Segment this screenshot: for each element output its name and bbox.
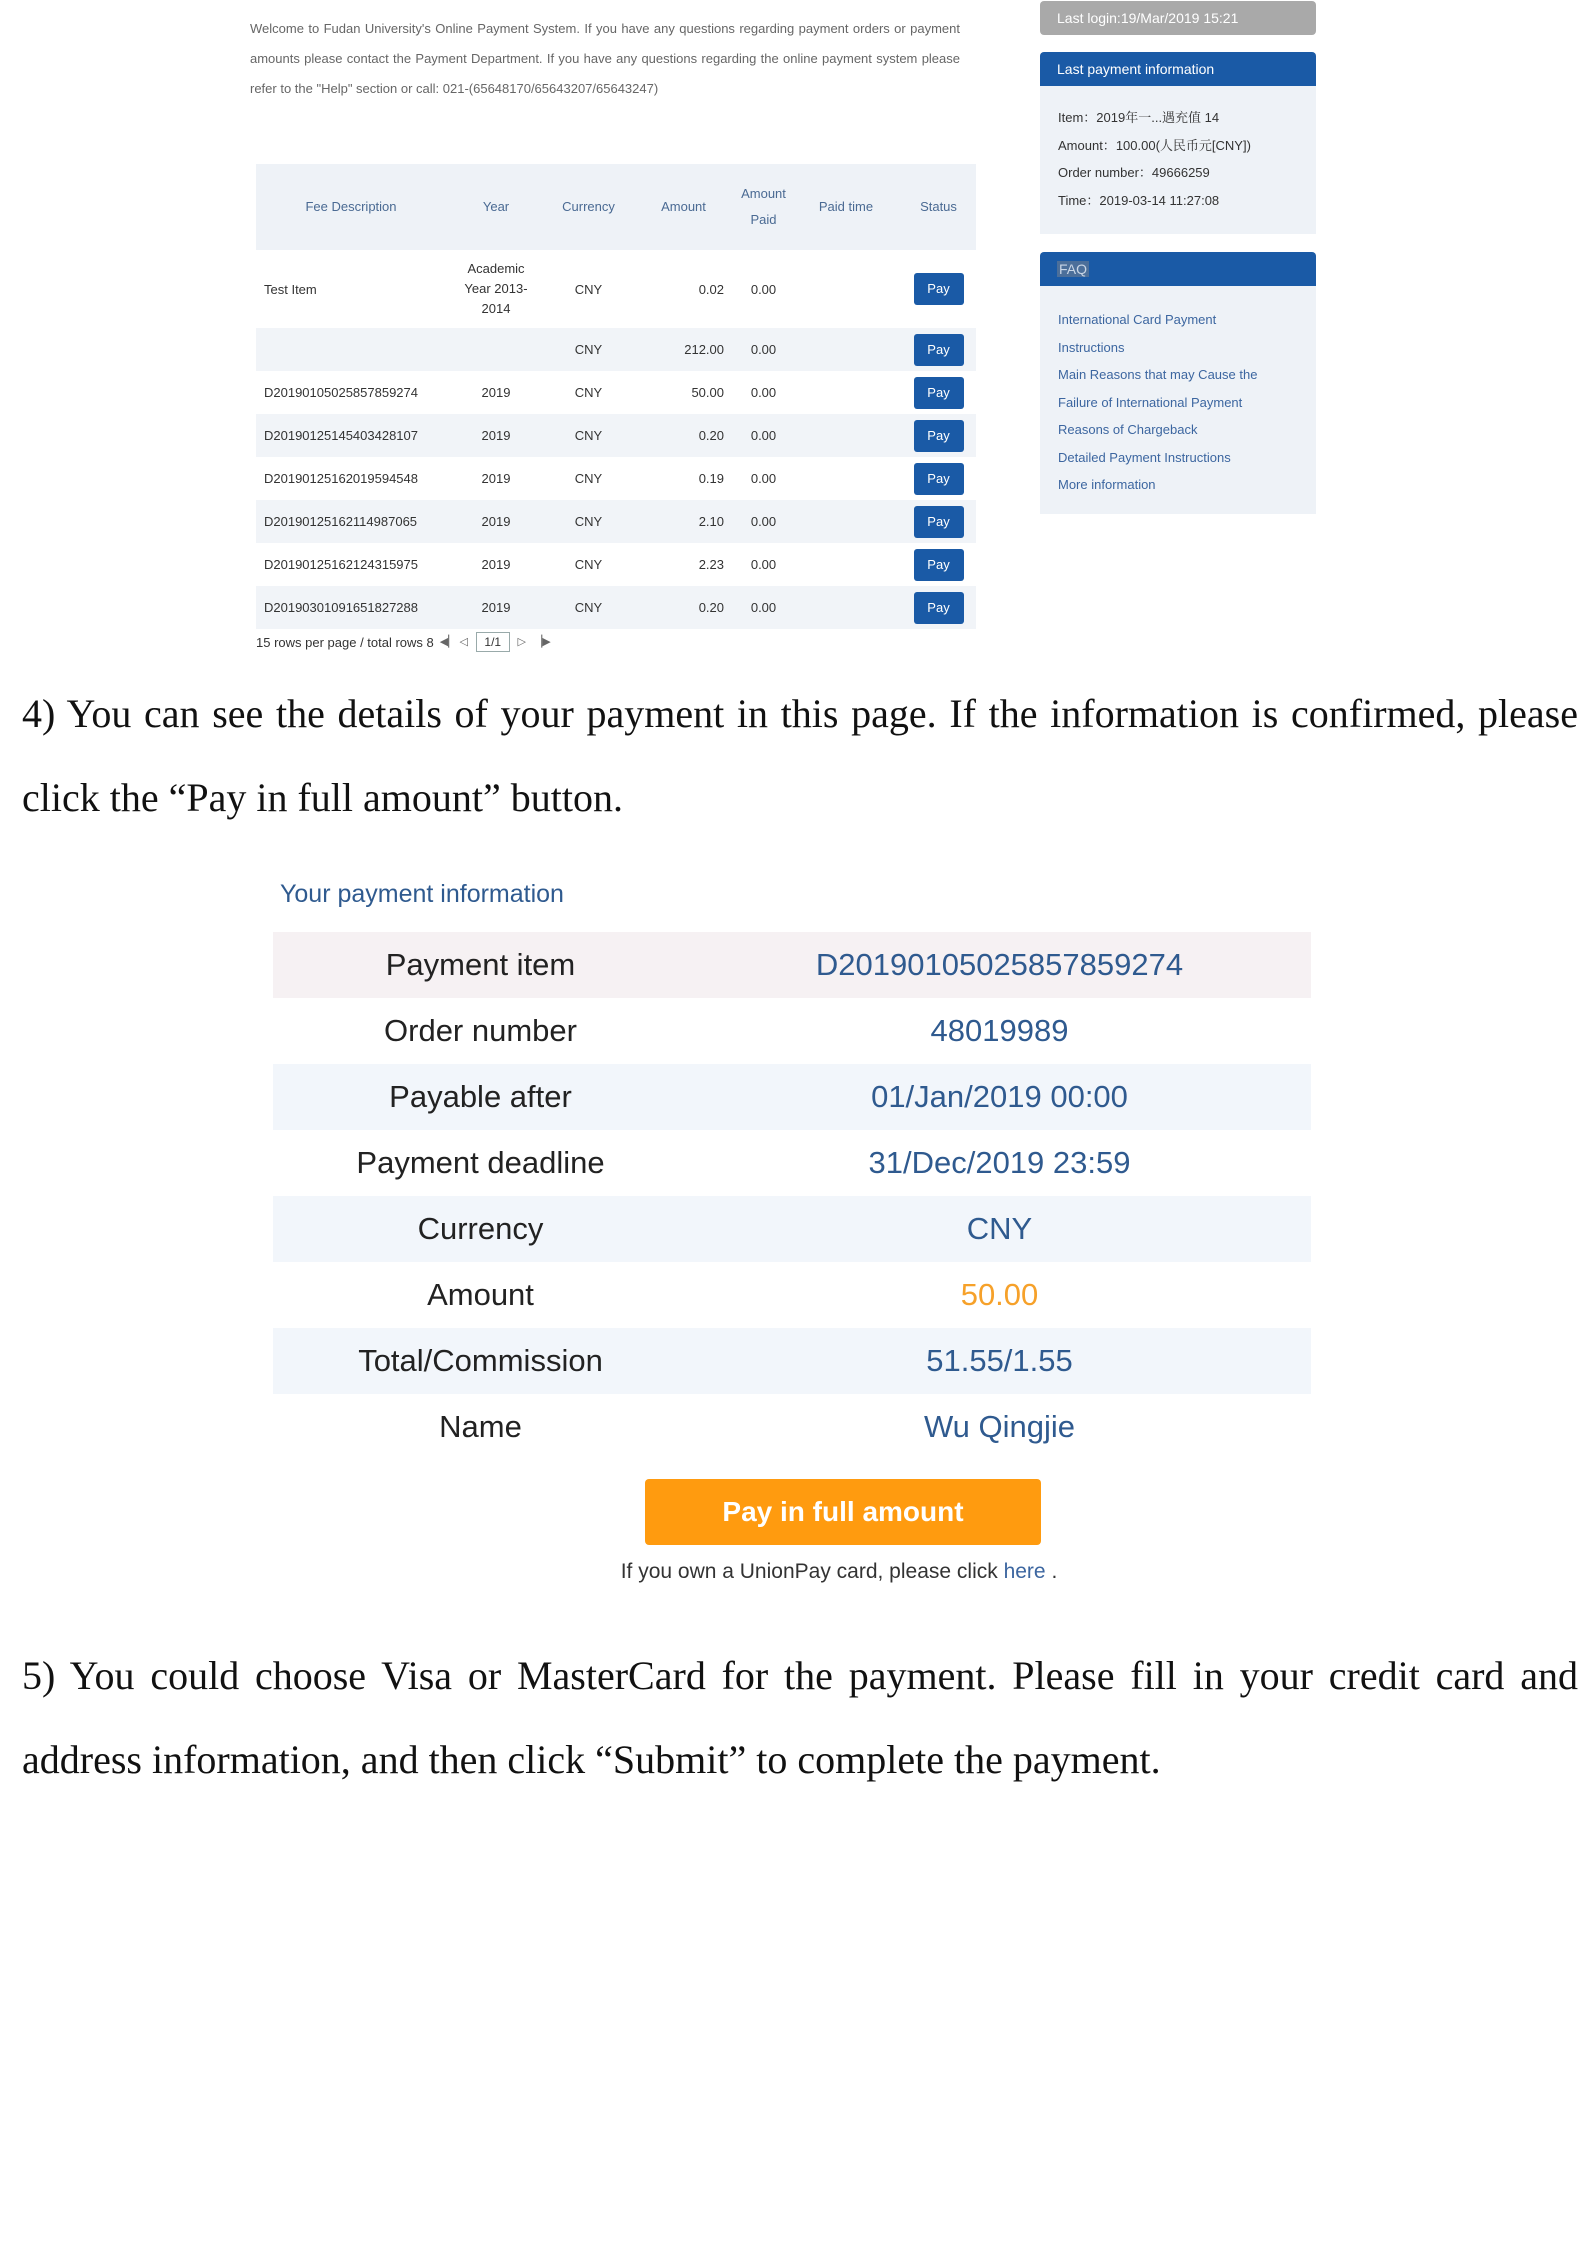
step-4-paragraph: 4) You can see the details of your payment in this page. If the information is confirmed, please click the “Pay in full amount” button. xyxy=(22,691,1578,820)
fee-paid-time xyxy=(791,371,901,414)
faq-link[interactable]: International Card Payment xyxy=(1058,312,1217,327)
pay-button[interactable]: Pay xyxy=(914,334,964,366)
fee-description: D20190105025857859274 xyxy=(264,385,418,400)
pay-in-full-button[interactable]: Pay in full amount xyxy=(645,1479,1041,1545)
fee-amount: 2.10 xyxy=(631,500,736,543)
payment-info-label: Total/Commission xyxy=(273,1328,688,1394)
fee-year-line: Academic xyxy=(467,261,525,276)
fee-currency: CNY xyxy=(574,557,603,572)
col-status: Status xyxy=(901,164,976,250)
faq-header xyxy=(1040,252,1316,286)
fee-amount-paid: 0.00 xyxy=(750,557,777,572)
fee-amount: 0.19 xyxy=(698,471,724,486)
last-page-icon[interactable]: ▕▶ xyxy=(533,636,551,648)
payment-amount-value: 50.00 xyxy=(688,1262,1311,1328)
fee-paid-time xyxy=(791,543,901,586)
pagination xyxy=(256,632,551,652)
payment-info-value: 51.55/1.55 xyxy=(688,1328,1311,1394)
fee-status xyxy=(901,371,976,414)
pay-button[interactable]: Pay xyxy=(914,592,964,624)
fee-description: D20190125145403428107 xyxy=(256,414,446,457)
faq-link[interactable]: Instructions xyxy=(1058,339,1125,355)
last-payment-time: Time：2019-03-14 11:27:08 xyxy=(1058,192,1220,208)
fee-amount: 212.00 xyxy=(631,328,736,371)
fee-currency: CNY xyxy=(574,281,603,297)
fee-year: 2019 xyxy=(446,586,546,629)
payment-info-value: 31/Dec/2019 23:59 xyxy=(688,1130,1311,1196)
payment-info-value: 48019989 xyxy=(688,998,1311,1064)
last-payment-header: Last payment information xyxy=(1040,52,1316,86)
payment-info-row xyxy=(273,1196,1311,1262)
fee-row xyxy=(256,543,976,586)
next-page-icon[interactable]: ▷ xyxy=(517,636,526,648)
payment-info-row xyxy=(273,1130,1311,1196)
payment-info-row xyxy=(273,1394,1311,1460)
fee-row xyxy=(256,328,976,371)
last-login-badge: Last login:19/Mar/2019 15:21 xyxy=(1040,1,1316,35)
payment-info-value: D20190105025857859274 xyxy=(688,932,1311,998)
pay-button[interactable]: Pay xyxy=(914,420,964,452)
fee-status xyxy=(901,500,976,543)
unionpay-suffix: . xyxy=(1045,1560,1058,1583)
fee-description xyxy=(256,328,446,371)
fee-year xyxy=(446,328,546,371)
fee-description: D20190301091651827288 xyxy=(256,586,446,629)
faq-title: FAQ xyxy=(1059,261,1088,277)
payment-info-value: CNY xyxy=(688,1196,1311,1262)
faq-link[interactable]: Main Reasons that may Cause the xyxy=(1058,367,1258,382)
pay-button[interactable]: Pay xyxy=(914,377,964,409)
payment-info-label: Amount xyxy=(273,1262,688,1328)
fee-row xyxy=(256,414,976,457)
fee-amount-paid: 0.00 xyxy=(750,281,777,297)
fee-row xyxy=(256,250,976,328)
fee-currency: CNY xyxy=(546,414,631,457)
prev-page-icon[interactable]: ◁ xyxy=(459,636,468,648)
payment-info-label: Payable after xyxy=(273,1064,688,1130)
first-page-icon[interactable]: ◀▏ xyxy=(439,636,457,648)
payment-info-value: Wu Qingjie xyxy=(688,1394,1311,1460)
fee-amount: 0.02 xyxy=(698,281,724,297)
fee-row xyxy=(256,457,976,500)
fee-paid-time xyxy=(791,414,901,457)
fee-amount-paid: 0.00 xyxy=(750,471,777,486)
fee-year xyxy=(446,250,546,328)
col-currency: Currency xyxy=(546,164,631,250)
fee-currency: CNY xyxy=(546,500,631,543)
fee-status xyxy=(901,328,976,371)
fee-amount-paid: 0.00 xyxy=(750,385,777,400)
pay-button[interactable]: Pay xyxy=(914,506,964,538)
fee-currency: CNY xyxy=(546,586,631,629)
fee-table-header xyxy=(256,164,976,250)
col-amount-paid-line2: Paid xyxy=(750,212,777,227)
fee-amount: 0.20 xyxy=(631,414,736,457)
pay-button[interactable]: Pay xyxy=(914,273,964,305)
fee-description: Test Item xyxy=(264,281,317,297)
col-paid-time: Paid time xyxy=(791,164,901,250)
payment-info-label: Name xyxy=(273,1394,688,1460)
faq-link[interactable]: More information xyxy=(1058,477,1156,492)
pay-button[interactable]: Pay xyxy=(914,463,964,495)
payment-info-row xyxy=(273,932,1311,998)
fee-row xyxy=(256,500,976,543)
fee-year: 2019 xyxy=(481,557,511,572)
fee-status xyxy=(901,586,976,629)
fee-amount: 2.23 xyxy=(698,557,724,572)
last-payment-panel xyxy=(1040,86,1316,234)
fee-year-line: Year 2013- xyxy=(464,281,528,296)
payment-info-title: Your payment information xyxy=(280,880,564,908)
fee-year: 2019 xyxy=(446,500,546,543)
fee-paid-time xyxy=(791,457,901,500)
unionpay-here-link[interactable]: here xyxy=(1003,1560,1046,1583)
payment-info-row xyxy=(273,998,1311,1064)
fee-status xyxy=(901,414,976,457)
faq-link[interactable]: Reasons of Chargeback xyxy=(1058,422,1198,437)
fee-year-line: 2014 xyxy=(481,301,511,316)
payment-info-label: Currency xyxy=(273,1196,688,1262)
fee-description: D20190125162114987065 xyxy=(256,500,446,543)
fee-amount-paid: 0.00 xyxy=(736,414,791,457)
payment-info-label: Payment deadline xyxy=(273,1130,688,1196)
fee-amount: 50.00 xyxy=(691,385,724,400)
col-amount-paid-line1: Amount xyxy=(741,186,786,201)
faq-link[interactable]: Failure of International Payment xyxy=(1058,394,1243,410)
fee-paid-time xyxy=(791,586,901,629)
fee-status xyxy=(901,543,976,586)
payment-info-row xyxy=(273,1328,1311,1394)
fee-amount-paid: 0.00 xyxy=(736,586,791,629)
fee-amount-paid: 0.00 xyxy=(736,328,791,371)
payment-info-row xyxy=(273,1262,1311,1328)
fee-amount: 0.20 xyxy=(631,586,736,629)
pager-summary: 15 rows per page / total rows 8 xyxy=(256,634,434,650)
col-amount-paid xyxy=(736,164,791,250)
faq-link[interactable]: Detailed Payment Instructions xyxy=(1058,449,1231,465)
unionpay-note xyxy=(0,1560,1586,1584)
col-amount: Amount xyxy=(631,164,736,250)
fee-status xyxy=(901,250,976,328)
fee-year: 2019 xyxy=(446,414,546,457)
fee-paid-time xyxy=(791,328,901,371)
fee-status xyxy=(901,457,976,500)
fee-row xyxy=(256,586,976,629)
fee-year: 2019 xyxy=(481,385,511,400)
payment-info-table xyxy=(273,932,1311,1460)
fee-row xyxy=(256,371,976,414)
fee-description: D20190125162124315975 xyxy=(264,557,418,572)
payment-info-row xyxy=(273,1064,1311,1130)
unionpay-prefix: If you own a UnionPay card, please click xyxy=(620,1560,1004,1583)
welcome-message: Welcome to Fudan University's Online Payment System. If you have any questions regarding payment orders or payment amounts please contact the Payment Department. If you have any questions regarding the online payment system please refer to the "Help" section or call: 021-(65648170/65643207/65643247) xyxy=(250,21,960,96)
page-input[interactable]: 1/1 xyxy=(476,632,510,652)
last-payment-item: Item：2019年一...遇充值 14 xyxy=(1058,110,1220,125)
faq-panel xyxy=(1040,286,1316,514)
col-year: Year xyxy=(446,164,546,250)
step-5-paragraph: 5) You could choose Visa or MasterCard for the payment. Please fill in your credit card and address information, and then click “Submit” to complete the payment. xyxy=(22,1653,1578,1782)
fee-year: 2019 xyxy=(481,471,511,486)
fee-amount-paid: 0.00 xyxy=(736,500,791,543)
fee-paid-time xyxy=(791,250,901,328)
pay-button[interactable]: Pay xyxy=(914,549,964,581)
payment-info-label: Payment item xyxy=(273,932,688,998)
col-fee-description: Fee Description xyxy=(256,164,446,250)
fee-currency: CNY xyxy=(546,328,631,371)
last-payment-amount: Amount：100.00(人民币元[CNY]) xyxy=(1058,137,1251,153)
fee-table xyxy=(256,164,976,629)
payment-info-label: Order number xyxy=(273,998,688,1064)
last-payment-order: Order number：49666259 xyxy=(1058,165,1210,180)
fee-description: D20190125162019594548 xyxy=(264,471,418,486)
fee-currency: CNY xyxy=(574,471,603,486)
payment-info-value: 01/Jan/2019 00:00 xyxy=(688,1064,1311,1130)
fee-currency: CNY xyxy=(574,385,603,400)
fee-paid-time xyxy=(791,500,901,543)
